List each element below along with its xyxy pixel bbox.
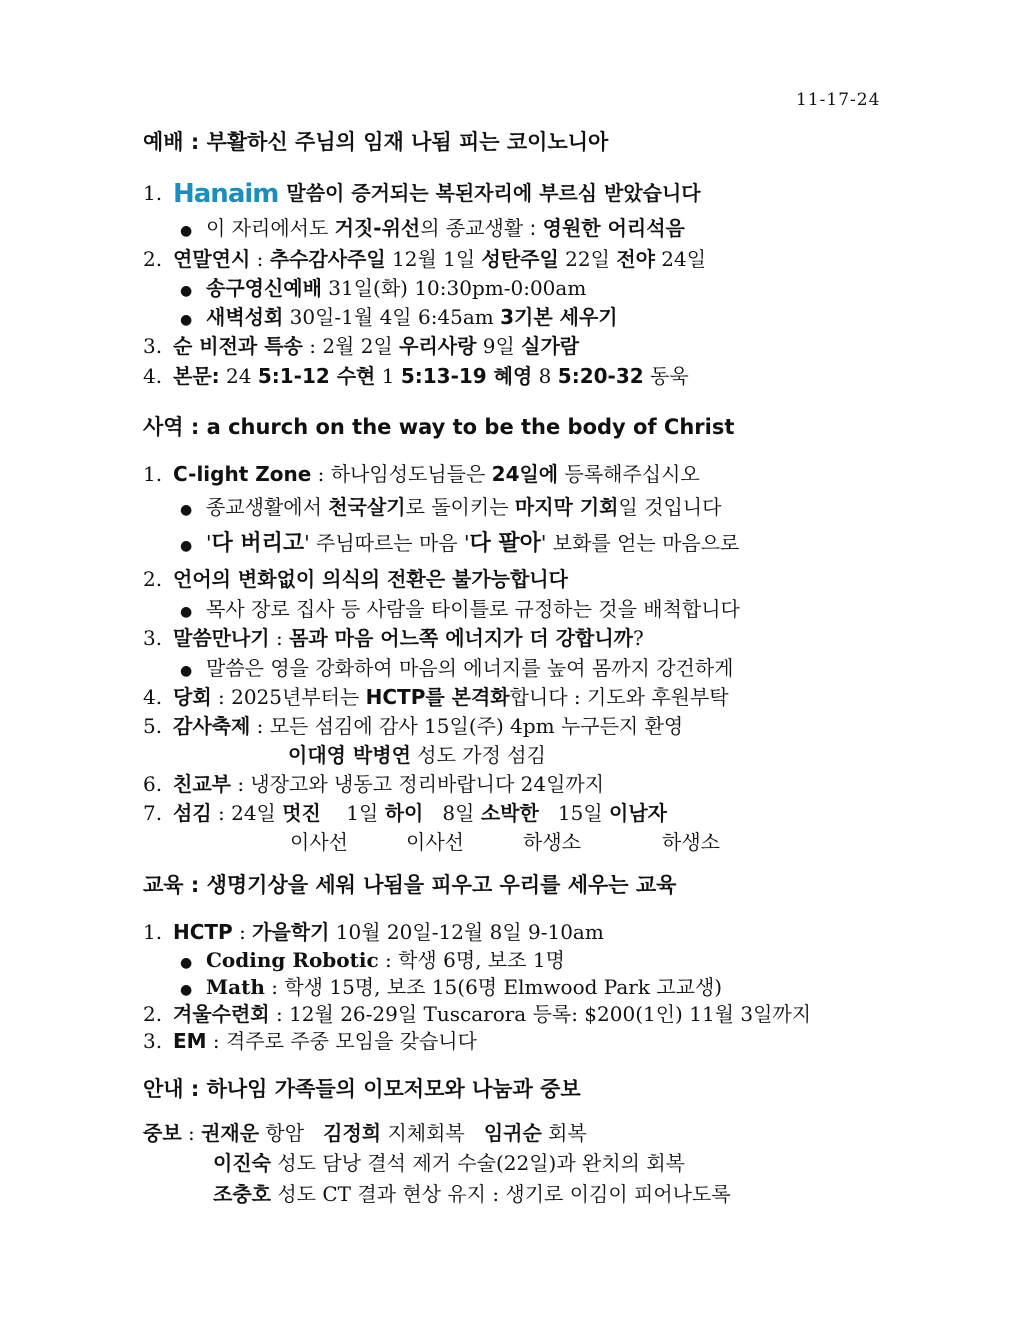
education-item-2: 2. 겨울수련회 : 12월 26-29일 Tuscarora 등록: $200(1인) 11월 3일까지 (143, 1002, 812, 1026)
worship-item-1: 1. Hanaim 말씀이 증거되는 복된자리에 부르심 받았습니다 (143, 179, 701, 209)
ministry-item-7: 7. 섬김 : 24일 멋진 1일 하이 8일 소박한 15일 이남자 (143, 801, 667, 825)
bullet-icon: ● (180, 502, 193, 518)
prayer-line-3: 조충호 성도 CT 결과 현상 유지 : 생기로 이김이 피어나도록 (213, 1182, 731, 1206)
education-item-3: 3. EM : 격주로 주중 모임을 갖습니다 (143, 1029, 477, 1053)
hanaim-logo: Hanaim (173, 179, 279, 209)
ministry-item-5-cont: 이대영 박병연 성도 가정 섬김 (288, 743, 546, 767)
server-team-4: 하생소 (662, 830, 720, 854)
education-item-1-sub-2: ● Math : 학생 15명, 보조 15(6명 Elmwood Park 고교생) (180, 975, 723, 999)
ministry-item-5: 5. 감사축제 : 모든 섬김에 감사 15일(주) 4pm 누구든지 환영 (143, 714, 684, 738)
worship-item-2: 2. 연말연시 : 추수감사주일 12월 1일 성탄주일 22일 전야 24일 (143, 247, 707, 271)
ministry-item-3: 3. 말씀만나기 : 몸과 마음 어느쪽 에너지가 더 강합니까? (143, 626, 644, 650)
ministry-item-2-sub: ● 목사 장로 집사 등 사람을 타이틀로 규정하는 것을 배척합니다 (180, 597, 740, 621)
bullet-icon: ● (180, 604, 193, 620)
ministry-item-2: 2. 언어의 변화없이 의식의 전환은 불가능합니다 (143, 567, 568, 591)
worship-item-4: 4. 본문: 24 5:1-12 수현 1 5:13-19 혜영 8 5:20-32 동욱 (143, 364, 689, 388)
prayer-line-2: 이진숙 성도 담낭 결석 제거 수술(22일)과 완치의 회복 (213, 1151, 685, 1175)
notice-heading: 안내 : 하나임 가족들의 이모저모와 나눔과 중보 (143, 1077, 581, 1101)
education-item-1-sub-1: ● Coding Robotic : 학생 6명, 보조 1명 (180, 948, 565, 972)
server-team-3: 하생소 (523, 830, 581, 854)
ministry-item-1-sub-2: ● '다 버리고' 주님따르는 마음 '다 팔아' 보화를 얻는 마음으로 (180, 531, 740, 556)
education-item-1: 1. HCTP : 가을학기 10월 20일-12월 8일 9-10am (143, 920, 604, 944)
bullet-icon: ● (180, 982, 193, 998)
server-team-1: 이사선 (290, 830, 348, 854)
bullet-icon: ● (180, 663, 193, 679)
ministry-item-3-sub: ● 말씀은 영을 강화하여 마음의 에너지를 높여 몸까지 강건하게 (180, 656, 734, 680)
worship-item-3: 3. 순 비전과 특송 : 2월 2일 우리사랑 9일 실가람 (143, 334, 580, 358)
worship-heading: 예배 : 부활하신 주님의 임재 나됨 피는 코이노니아 (143, 130, 609, 154)
bullet-icon: ● (180, 283, 193, 299)
prayer-line-1: 중보 : 권재운 항암 김정희 지체회복 임귀순 회복 (143, 1121, 587, 1145)
worship-item-2-sub-2: ● 새벽성회 30일-1월 4일 6:45am 3기본 세우기 (180, 305, 618, 329)
ministry-item-1-sub-1: ● 종교생활에서 천국살기로 돌이키는 마지막 기회일 것입니다 (180, 495, 722, 519)
worship-item-1-sub: ● 이 자리에서도 거짓-위선의 종교생활 : 영원한 어리석음 (180, 216, 685, 240)
bullet-icon: ● (180, 223, 193, 239)
bullet-icon: ● (180, 312, 193, 328)
ministry-item-4: 4. 당회 : 2025년부터는 HCTP를 본격화합니다 : 기도와 후원부탁 (143, 685, 729, 709)
ministry-item-1: 1. C-light Zone : 하나임성도님들은 24일에 등록해주십시오 (143, 462, 700, 486)
server-team-2: 이사선 (406, 830, 464, 854)
bulletin-date: 11-17-24 (796, 90, 881, 110)
education-heading: 교육 : 생명기상을 세워 나됨을 피우고 우리를 세우는 교육 (143, 873, 677, 897)
ministry-heading: 사역 : a church on the way to be the body of Christ (143, 415, 735, 439)
worship-item-2-sub-1: ● 송구영신예배 31일(화) 10:30pm-0:00am (180, 276, 587, 300)
ministry-item-6: 6. 친교부 : 냉장고와 냉동고 정리바랍니다 24일까지 (143, 772, 605, 796)
bullet-icon: ● (180, 538, 193, 554)
bullet-icon: ● (180, 955, 193, 971)
